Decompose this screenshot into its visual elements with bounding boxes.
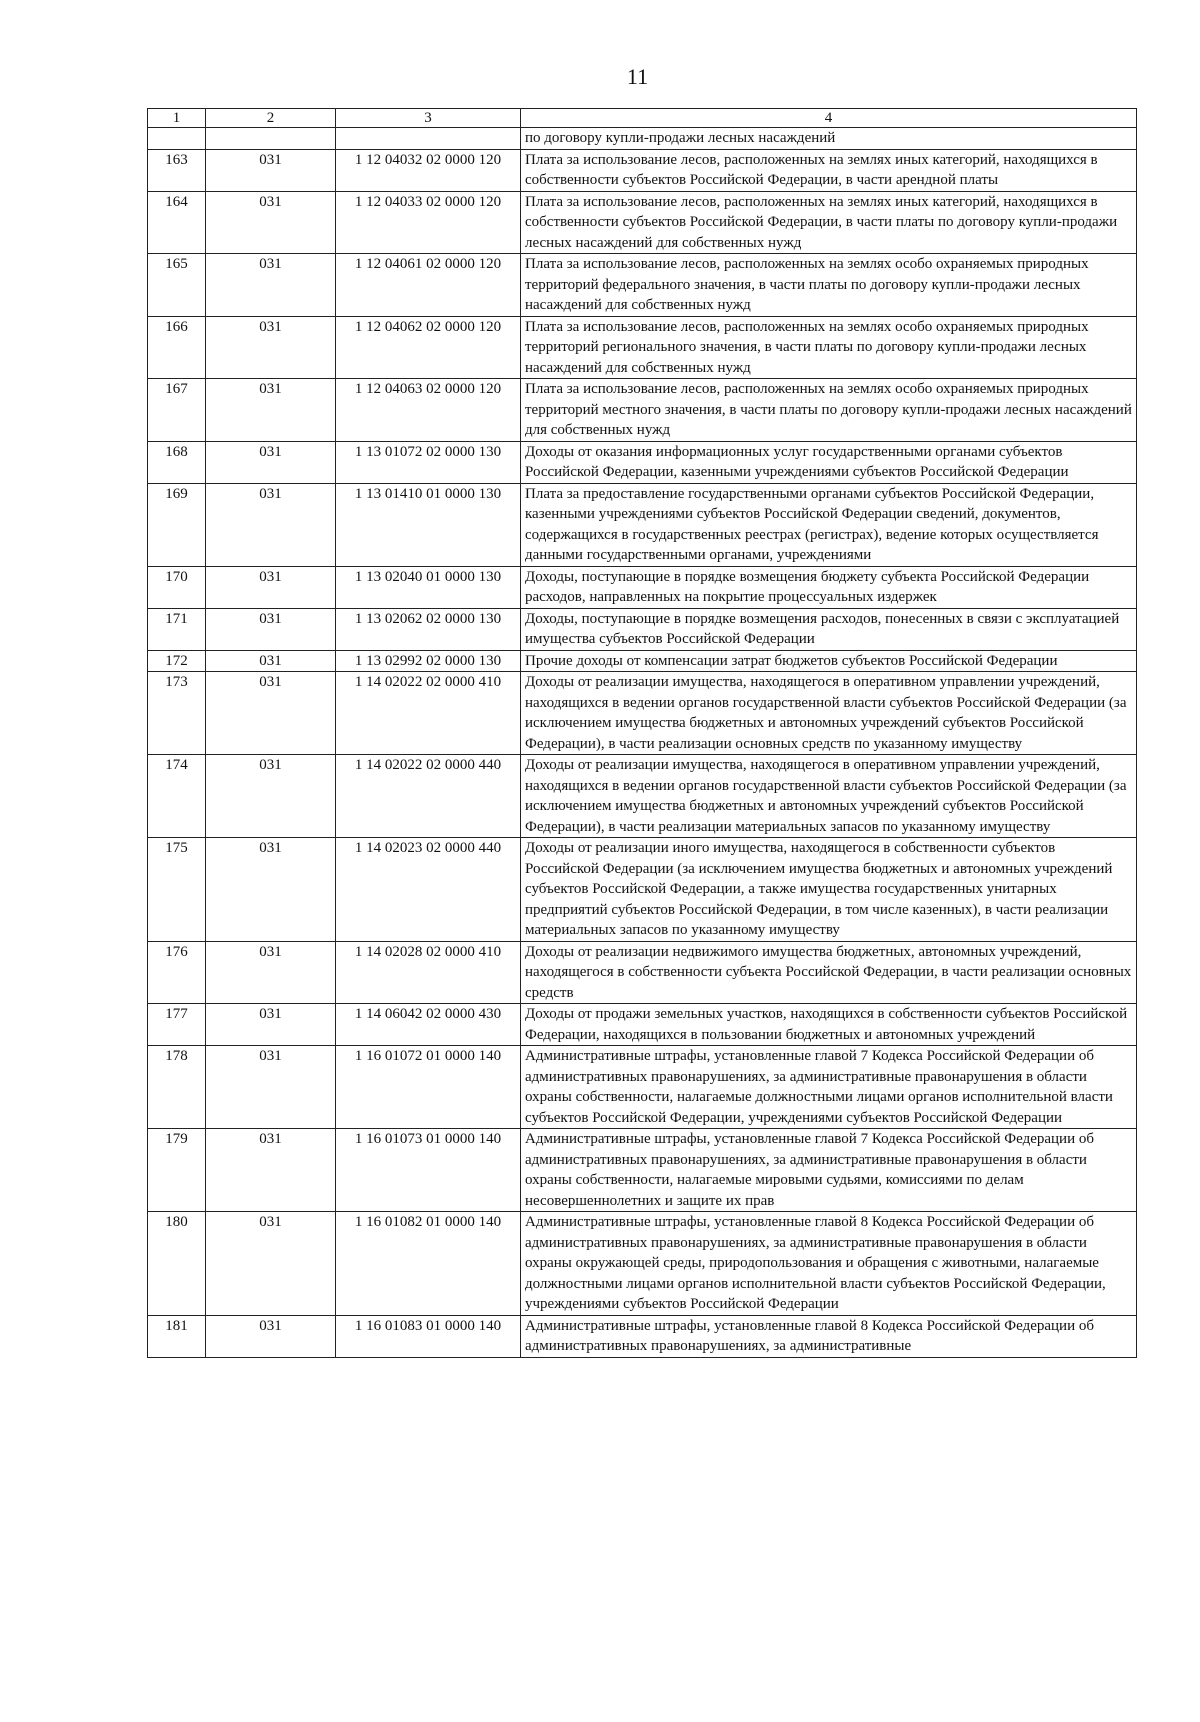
column-header-2: 2 bbox=[206, 109, 336, 128]
revenue-description: Прочие доходы от компенсации затрат бюджетов субъектов Российской Федерации bbox=[521, 650, 1137, 672]
revenue-description: Плата за использование лесов, расположенных на землях особо охраняемых природных территорий местного значения, в части платы по договору купли-продажи лесных насаждений для собственных нужд bbox=[521, 379, 1137, 442]
revenue-description: Административные штрафы, установленные главой 8 Кодекса Российской Федерации об административных правонарушениях, за административные bbox=[521, 1315, 1137, 1357]
row-number: 166 bbox=[148, 316, 206, 379]
budget-classification-code: 1 14 02023 02 0000 440 bbox=[336, 838, 521, 942]
budget-classification-code: 1 14 02022 02 0000 410 bbox=[336, 672, 521, 755]
admin-code: 031 bbox=[206, 672, 336, 755]
revenue-description: Доходы от реализации недвижимого имущества бюджетных, автономных учреждений, находящегося в собственности субъекта Российской Федерации, в части реализации основных средств bbox=[521, 941, 1137, 1004]
admin-code: 031 bbox=[206, 838, 336, 942]
admin-code: 031 bbox=[206, 1315, 336, 1357]
table-row bbox=[148, 650, 1137, 672]
admin-code: 031 bbox=[206, 1129, 336, 1212]
admin-code: 031 bbox=[206, 650, 336, 672]
budget-classification-code: 1 13 02040 01 0000 130 bbox=[336, 566, 521, 608]
budget-classification-code bbox=[336, 128, 521, 150]
column-header-1: 1 bbox=[148, 109, 206, 128]
budget-classification-code: 1 13 01072 02 0000 130 bbox=[336, 441, 521, 483]
table-row bbox=[148, 1315, 1137, 1357]
table-row bbox=[148, 941, 1137, 1004]
budget-classification-code: 1 16 01082 01 0000 140 bbox=[336, 1212, 521, 1316]
admin-code: 031 bbox=[206, 941, 336, 1004]
table-row bbox=[148, 128, 1137, 150]
row-number: 175 bbox=[148, 838, 206, 942]
table-row bbox=[148, 483, 1137, 566]
table-row bbox=[148, 755, 1137, 838]
row-number: 180 bbox=[148, 1212, 206, 1316]
budget-classification-code: 1 12 04032 02 0000 120 bbox=[336, 149, 521, 191]
row-number bbox=[148, 128, 206, 150]
revenue-description: Административные штрафы, установленные главой 7 Кодекса Российской Федерации об административных правонарушениях, за административные правонарушения в области охраны собственности, налагаемые должностными лицами органов исполнительной власти субъектов Российской Федерации, учреждениями субъектов Российской Федерации bbox=[521, 1046, 1137, 1129]
row-number: 167 bbox=[148, 379, 206, 442]
row-number: 164 bbox=[148, 191, 206, 254]
table-row bbox=[148, 1004, 1137, 1046]
table-row bbox=[148, 1129, 1137, 1212]
revenue-description: Плата за использование лесов, расположенных на землях иных категорий, находящихся в собственности субъектов Российской Федерации, в части платы по договору купли-продажи лесных насаждений для собственных нужд bbox=[521, 191, 1137, 254]
revenue-description: Плата за использование лесов, расположенных на землях иных категорий, находящихся в собственности субъектов Российской Федерации, в части арендной платы bbox=[521, 149, 1137, 191]
admin-code: 031 bbox=[206, 191, 336, 254]
budget-classification-code: 1 13 02062 02 0000 130 bbox=[336, 608, 521, 650]
admin-code: 031 bbox=[206, 755, 336, 838]
row-number: 170 bbox=[148, 566, 206, 608]
table-row bbox=[148, 191, 1137, 254]
row-number: 171 bbox=[148, 608, 206, 650]
revenue-description: Доходы от реализации имущества, находящегося в оперативном управлении учреждений, находящихся в ведении органов государственной власти субъектов Российской Федерации (за исключением имущества бюджетных и автономных учреждений субъектов Российской Федерации), в части реализации материальных запасов по указанному имуществу bbox=[521, 755, 1137, 838]
revenue-description: Доходы от продажи земельных участков, находящихся в собственности субъектов Российской Федерации, находящихся в пользовании бюджетных и автономных учреждений bbox=[521, 1004, 1137, 1046]
revenue-description: Доходы, поступающие в порядке возмещения бюджету субъекта Российской Федерации расходов, направленных на покрытие процессуальных издержек bbox=[521, 566, 1137, 608]
revenue-description: Доходы от реализации имущества, находящегося в оперативном управлении учреждений, находящихся в ведении органов государственной власти субъектов Российской Федерации (за исключением имущества бюджетных и автономных учреждений субъектов Российской Федерации), в части реализации основных средств по указанному имуществу bbox=[521, 672, 1137, 755]
budget-classification-code: 1 13 02992 02 0000 130 bbox=[336, 650, 521, 672]
revenue-description: Плата за предоставление государственными органами субъектов Российской Федерации, казенными учреждениями субъектов Российской Федерации сведений, документов, содержащихся в государственных реестрах (регистрах), ведение которых осуществляется данными государственными органами, учреждениями bbox=[521, 483, 1137, 566]
revenue-description: Доходы, поступающие в порядке возмещения расходов, понесенных в связи с эксплуатацией имущества субъектов Российской Федерации bbox=[521, 608, 1137, 650]
table-row bbox=[148, 379, 1137, 442]
revenue-description: Административные штрафы, установленные главой 7 Кодекса Российской Федерации об административных правонарушениях, за административные правонарушения в области охраны собственности, налагаемые мировыми судьями, комиссиями по делам несовершеннолетних и защите их прав bbox=[521, 1129, 1137, 1212]
admin-code: 031 bbox=[206, 608, 336, 650]
table-row bbox=[148, 316, 1137, 379]
admin-code: 031 bbox=[206, 566, 336, 608]
admin-code: 031 bbox=[206, 379, 336, 442]
budget-classification-code: 1 14 06042 02 0000 430 bbox=[336, 1004, 521, 1046]
row-number: 179 bbox=[148, 1129, 206, 1212]
admin-code: 031 bbox=[206, 1046, 336, 1129]
budget-classification-code: 1 16 01072 01 0000 140 bbox=[336, 1046, 521, 1129]
admin-code: 031 bbox=[206, 1004, 336, 1046]
budget-classification-code: 1 12 04061 02 0000 120 bbox=[336, 254, 521, 317]
admin-code: 031 bbox=[206, 254, 336, 317]
revenue-description: Плата за использование лесов, расположенных на землях особо охраняемых природных территорий федерального значения, в части платы по договору купли-продажи лесных насаждений для собственных нужд bbox=[521, 254, 1137, 317]
row-number: 176 bbox=[148, 941, 206, 1004]
row-number: 169 bbox=[148, 483, 206, 566]
budget-classification-code: 1 12 04063 02 0000 120 bbox=[336, 379, 521, 442]
column-header-3: 3 bbox=[336, 109, 521, 128]
row-number: 165 bbox=[148, 254, 206, 317]
admin-code: 031 bbox=[206, 316, 336, 379]
revenue-codes-table bbox=[147, 108, 1137, 1358]
admin-code: 031 bbox=[206, 1212, 336, 1316]
row-number: 174 bbox=[148, 755, 206, 838]
revenue-description: Плата за использование лесов, расположенных на землях особо охраняемых природных территорий регионального значения, в части платы по договору купли-продажи лесных насаждений для собственных нужд bbox=[521, 316, 1137, 379]
table-row bbox=[148, 1212, 1137, 1316]
column-header-4: 4 bbox=[521, 109, 1137, 128]
budget-classification-code: 1 12 04033 02 0000 120 bbox=[336, 191, 521, 254]
budget-classification-code: 1 13 01410 01 0000 130 bbox=[336, 483, 521, 566]
table-row bbox=[148, 838, 1137, 942]
table-row bbox=[148, 608, 1137, 650]
budget-classification-code: 1 16 01073 01 0000 140 bbox=[336, 1129, 521, 1212]
table-row bbox=[148, 1046, 1137, 1129]
budget-classification-code: 1 14 02022 02 0000 440 bbox=[336, 755, 521, 838]
table-row bbox=[148, 254, 1137, 317]
admin-code: 031 bbox=[206, 441, 336, 483]
row-number: 173 bbox=[148, 672, 206, 755]
admin-code: 031 bbox=[206, 483, 336, 566]
table-row bbox=[148, 149, 1137, 191]
revenue-description: Доходы от реализации иного имущества, находящегося в собственности субъектов Российской Федерации (за исключением имущества бюджетных и автономных учреждений субъектов Российской Федерации, а также имущества государственных унитарных предприятий субъектов Российской Федерации, в том числе казенных), в части реализации материальных запасов по указанному имуществу bbox=[521, 838, 1137, 942]
budget-classification-code: 1 14 02028 02 0000 410 bbox=[336, 941, 521, 1004]
row-number: 177 bbox=[148, 1004, 206, 1046]
revenue-description: по договору купли-продажи лесных насаждений bbox=[521, 128, 1137, 150]
revenue-description: Доходы от оказания информационных услуг государственными органами субъектов Российской Федерации, казенными учреждениями субъектов Российской Федерации bbox=[521, 441, 1137, 483]
revenue-description: Административные штрафы, установленные главой 8 Кодекса Российской Федерации об административных правонарушениях, за административные правонарушения в области охраны окружающей среды, природопользования и обращения с животными, налагаемые должностными лицами органов исполнительной власти субъектов Российской Федерации, учреждениями субъектов Российской Федерации bbox=[521, 1212, 1137, 1316]
row-number: 172 bbox=[148, 650, 206, 672]
row-number: 163 bbox=[148, 149, 206, 191]
table-row bbox=[148, 672, 1137, 755]
table-row bbox=[148, 566, 1137, 608]
row-number: 168 bbox=[148, 441, 206, 483]
row-number: 181 bbox=[148, 1315, 206, 1357]
budget-classification-code: 1 16 01083 01 0000 140 bbox=[336, 1315, 521, 1357]
budget-classification-code: 1 12 04062 02 0000 120 bbox=[336, 316, 521, 379]
admin-code bbox=[206, 128, 336, 150]
admin-code: 031 bbox=[206, 149, 336, 191]
page-number: 11 bbox=[626, 64, 649, 89]
table-header-row bbox=[148, 109, 1137, 128]
row-number: 178 bbox=[148, 1046, 206, 1129]
table-row bbox=[148, 441, 1137, 483]
